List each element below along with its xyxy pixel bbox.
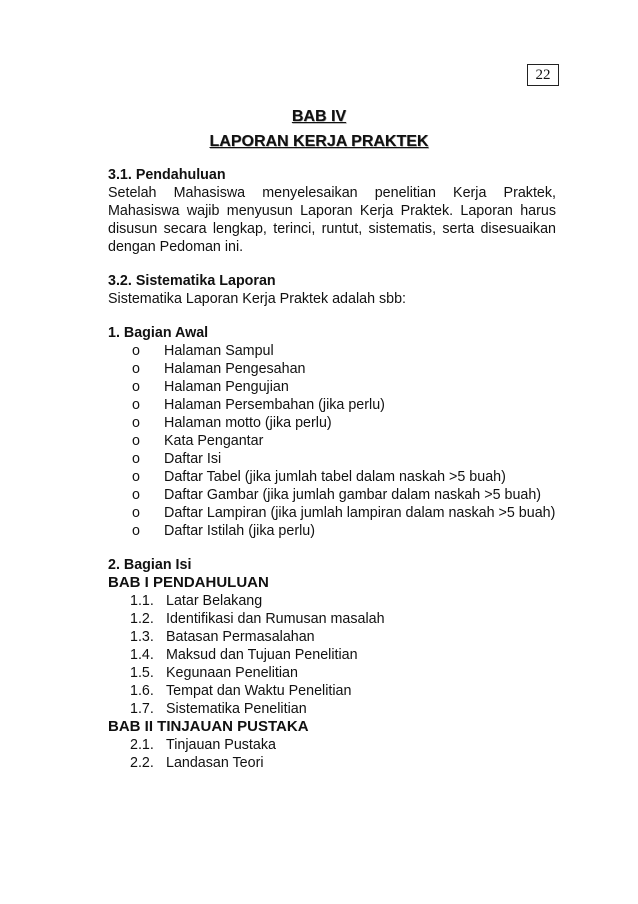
list-item: 1.4. Maksud dan Tujuan Penelitian (130, 647, 358, 663)
bullet-icon: o (132, 451, 140, 467)
bab1-title: BAB I PENDAHULUAN (108, 574, 269, 591)
chapter-number: BAB IV (291, 108, 347, 125)
document-body (108, 166, 556, 772)
list-item: o Daftar Gambar (jika jumlah gambar dalam naskah >5 buah) (132, 487, 542, 503)
list-item: o Daftar Isi (132, 451, 222, 467)
chapter-title: LAPORAN KERJA PRAKTEK (209, 133, 429, 150)
bagian-awal-list (108, 342, 556, 540)
list-item: o Halaman Sampul (132, 343, 274, 359)
bullet-icon: o (132, 343, 140, 359)
list-item: o Kata Pengantar (132, 433, 264, 449)
list-item: o Halaman Persembahan (jika perlu) (132, 397, 385, 413)
bullet-icon: o (132, 415, 140, 431)
bab1-list (108, 592, 556, 718)
bullet-icon: o (132, 361, 140, 377)
list-item: o Daftar Istilah (jika perlu) (132, 523, 315, 539)
bagian-isi-heading: 2. Bagian Isi (108, 557, 192, 573)
list-item: o Halaman Pengujian (132, 379, 289, 395)
list-item: 2.2. Landasan Teori (130, 755, 264, 771)
list-item: o Daftar Lampiran (jika jumlah lampiran dalam naskah >5 buah) (132, 505, 556, 521)
section-heading-sistematika: 3.2. Sistematika Laporan (108, 273, 276, 289)
bullet-icon: o (132, 505, 140, 521)
list-item: o Halaman Pengesahan (132, 361, 306, 377)
page-number: 22 (527, 64, 559, 86)
list-item: 1.3. Batasan Permasalahan (130, 629, 315, 645)
pendahuluan-paragraph: Setelah Mahasiswa menyelesaikan penelitian Kerja Praktek, Mahasiswa wajib menyusun Laporan Kerja Praktek. Laporan harus disusun secara lengkap, terinci, runtut, sistematis, serta disesuaikan dengan Pedoman ini. (108, 185, 556, 255)
bullet-icon: o (132, 523, 140, 539)
list-item: 1.2. Identifikasi dan Rumusan masalah (130, 611, 385, 627)
list-item: 2.1. Tinjauan Pustaka (130, 737, 276, 753)
list-item: o Daftar Tabel (jika jumlah tabel dalam naskah >5 buah) (132, 469, 506, 485)
bab2-list (108, 736, 556, 772)
list-item: o Halaman motto (jika perlu) (132, 415, 332, 431)
bullet-icon: o (132, 397, 140, 413)
bullet-icon: o (132, 433, 140, 449)
bagian-awal-heading: 1. Bagian Awal (108, 325, 209, 341)
bullet-icon: o (132, 469, 140, 485)
bullet-icon: o (132, 487, 140, 503)
sistematika-paragraph: Sistematika Laporan Kerja Praktek adalah sbb: (108, 291, 407, 307)
bab2-title: BAB II TINJAUAN PUSTAKA (108, 718, 309, 735)
section-heading-pendahuluan: 3.1. Pendahuluan (108, 167, 226, 183)
bullet-icon: o (132, 379, 140, 395)
list-item: 1.6. Tempat dan Waktu Penelitian (130, 683, 352, 699)
list-item: 1.7. Sistematika Penelitian (130, 701, 307, 717)
list-item: 1.5. Kegunaan Penelitian (130, 665, 298, 681)
list-item: 1.1. Latar Belakang (130, 593, 263, 609)
